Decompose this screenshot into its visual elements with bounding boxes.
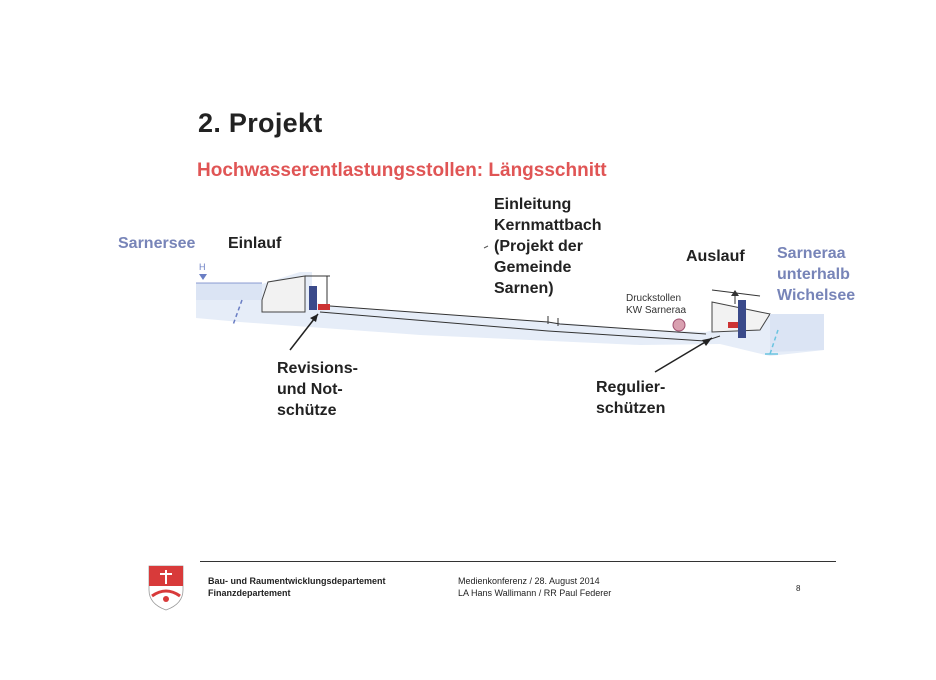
river-water — [770, 314, 824, 352]
inlet-structure — [262, 276, 305, 312]
slide-title: 2. Projekt — [198, 108, 323, 138]
revision-gate-red — [318, 304, 330, 310]
regulating-gate-red — [728, 322, 738, 328]
label-auslauf: Auslauf — [686, 248, 745, 265]
footer-divider — [200, 561, 836, 562]
revision-gate — [309, 286, 317, 310]
druckstollen-circle — [673, 319, 685, 331]
label-regulierschuetzen: Regulier- schützen — [596, 379, 666, 417]
footer-departments: Bau- und Raumentwicklungsdepartement Finanzdepartement — [208, 576, 386, 598]
label-sarneraa: Sarneraa unterhalb Wichelsee — [777, 245, 856, 304]
label-revisionsschuetze: Revisions- und Not- schütze — [277, 360, 358, 419]
label-sarnersee: Sarnersee — [118, 235, 196, 252]
footer-event-info: Medienkonferenz / 28. August 2014 LA Hans Wallimann / RR Paul Federer — [458, 576, 612, 598]
slide-subtitle: Hochwasserentlastungsstollen: Längsschnitt — [197, 160, 607, 181]
regulating-gate — [738, 300, 746, 338]
label-einlauf: Einlauf — [228, 235, 282, 252]
page-number: 8 — [796, 584, 801, 593]
label-druckstollen: Druckstollen KW Sarneraa — [626, 293, 687, 316]
water-level-marker: H — [199, 262, 206, 272]
label-einleitung: Einleitung Kernmattbach (Projekt der Gemeinde Sarnen) — [494, 196, 602, 297]
